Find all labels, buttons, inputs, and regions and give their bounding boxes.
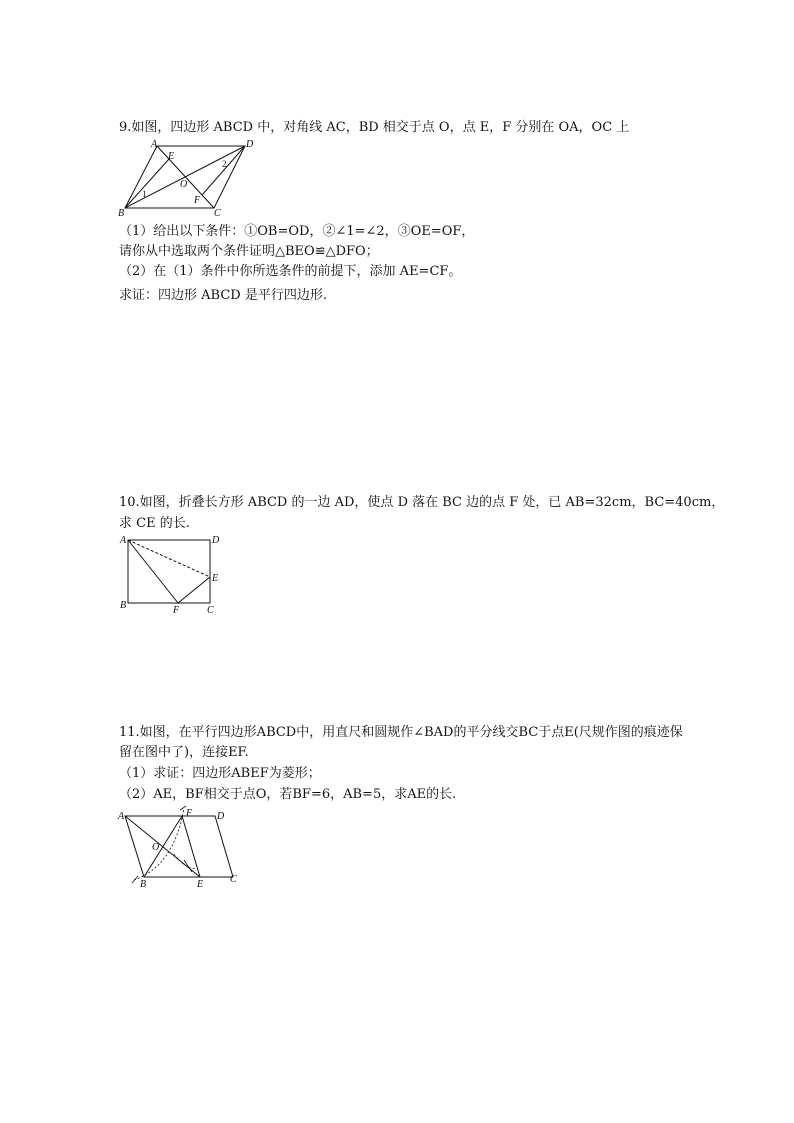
- q10-fold-ae: [128, 540, 210, 577]
- q9-part1: （1）给出以下条件：①OB=OD，②∠1=∠2，③OE=OF，: [119, 224, 475, 239]
- q11-part1: （1）求证：四边形ABEF为菱形；: [119, 766, 321, 781]
- q10-title: 10.如图，折叠长方形 ABCD 的一边 AD，使点 D 落在 BC 边的点 F 处，已 AB=32cm，BC=40cm，: [119, 495, 725, 510]
- q11-segment-fe: [182, 816, 200, 877]
- q9-angle-1: 1: [142, 189, 147, 199]
- q9-prove: 求证：四边形 ABCD 是平行四边形.: [119, 288, 327, 303]
- q10-label-d: D: [212, 535, 220, 546]
- q9-part2: （2）在（1）条件中你所选条件的前提下，添加 AE=CF。: [119, 264, 462, 279]
- q9-title: 9.如图，四边形 ABCD 中，对角线 AC，BD 相交于点 O，点 E，F 分别在 OA，OC 上: [119, 120, 630, 135]
- q9-label-d: D: [246, 139, 254, 150]
- q11-label-d: D: [217, 811, 225, 822]
- q10-segment-fe: [178, 577, 210, 603]
- q9-part1-req: 请你从中选取两个条件证明△BEO≌△DFO；: [119, 244, 379, 259]
- q11-title: 11.如图，在平行四边形ABCD中，用直尺和圆规作∠BAD的平分线交BC于点E(尺规作图的痕迹保: [119, 725, 683, 740]
- q11-figure: [114, 804, 244, 892]
- q9-label-b: B: [118, 208, 125, 219]
- q9-label-a: A: [151, 139, 158, 150]
- q9-figure: [114, 138, 264, 220]
- q10-label-c: C: [207, 605, 214, 616]
- q10-label-f: F: [173, 605, 180, 616]
- q11-arc-tick-b: [132, 876, 138, 883]
- q11-label-c: C: [230, 874, 237, 885]
- q10-figure: [114, 532, 234, 616]
- q10-segment-af: [128, 540, 178, 603]
- q11-parallelogram: [125, 816, 233, 877]
- q10-ask: 求 CE 的长.: [119, 516, 190, 531]
- q10-label-e: E: [212, 573, 219, 584]
- q11-label-a: A: [118, 811, 125, 822]
- q9-segment-df: [202, 146, 245, 195]
- q9-label-o: O: [180, 179, 188, 190]
- q11-arc-tick-e: [184, 860, 192, 872]
- q9-label-f: F: [194, 195, 201, 206]
- q11-segment-bf: [144, 816, 182, 877]
- q11-part2: （2）AE，BF相交于点O，若BF=6，AB=5，求AE的长.: [119, 787, 457, 802]
- q11-title-cont: 留在图中了)，连接EF.: [119, 745, 249, 760]
- q10-label-a: A: [120, 535, 127, 546]
- q11-label-e: E: [197, 879, 204, 890]
- q11-label-o: O: [152, 842, 160, 853]
- q9-label-e: E: [168, 151, 175, 162]
- q9-angle-2: 2: [222, 159, 227, 169]
- q10-label-b: B: [120, 600, 127, 611]
- q11-label-f: F: [186, 808, 193, 819]
- q9-label-c: C: [214, 208, 221, 219]
- q11-label-b: B: [140, 879, 147, 890]
